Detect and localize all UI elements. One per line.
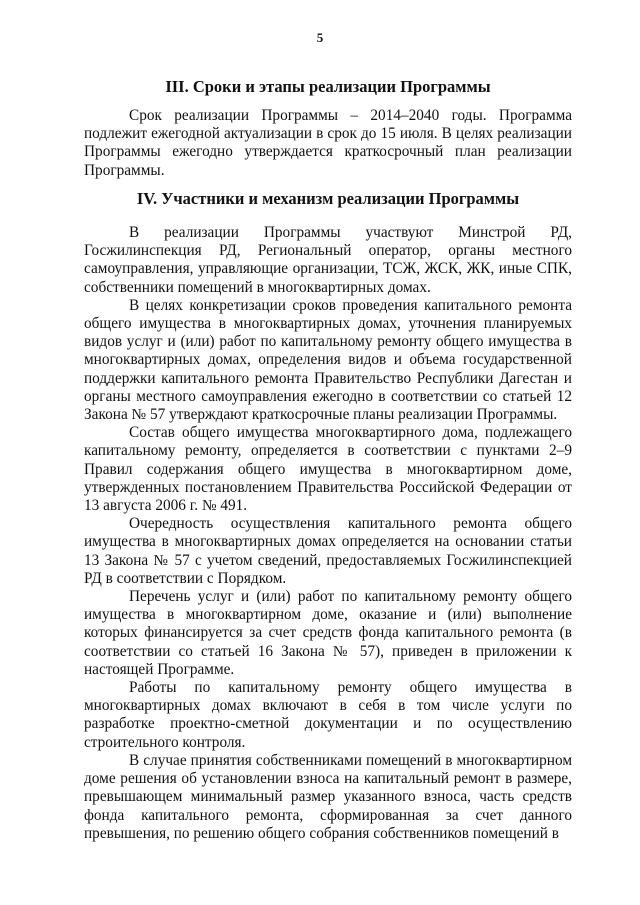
section-4-paragraph: Состав общего имущества многоквартирного дома, подлежащего капитальному ремонту, определяется в соответствии с пунктами 2–9 Правил содержания общего имущества в многоквартирном доме, утвержденных постановлением Правительства Российской Федерации от 13 августа 2006 г. № 491. xyxy=(84,424,572,515)
section-4-paragraph: В целях конкретизации сроков проведения капитального ремонта общего имущества в многоквартирных домах, уточнения планируемых видов услуг и (или) работ по капитальному ремонту общего имущества в многоквартирных домах, определения видов и объема государственной поддержки капитального ремонта Правительство Республики Дагестан и органы местного самоуправления ежегодно в соответствии со статьей 12 Закона № 57 утверждают краткосрочные планы реализации Программы. xyxy=(84,296,572,424)
section-4-body xyxy=(84,224,572,843)
page-number: 5 xyxy=(316,30,324,45)
section-4-paragraph: В реализации Программы участвуют Минстрой РД, Госжилинспекция РД, Региональный оператор, органы местного самоуправления, управляющие организации, ТСЖ, ЖСК, ЖК, иные СПК, собственники помещений в многоквартирных домах. xyxy=(84,224,572,296)
section-4-paragraph: Перечень услуг и (или) работ по капитальному ремонту общего имущества в многоквартирном доме, оказание и (или) выполнение которых финансируется за счет средств фонда капитального ремонта (в соответствии со статьей 16 Закона № 57), приведен в приложении к настоящей Программе. xyxy=(84,588,572,678)
section-4-title: IV. Участники и механизм реализации Программы xyxy=(136,189,520,208)
section-3-paragraph: Срок реализации Программы – 2014–2040 годы. Программа подлежит ежегодной актуализации в срок до 15 июля. В целях реализации Программы ежегодно утверждается краткосрочный план реализации Программы. xyxy=(84,107,572,179)
section-4-paragraph: Работы по капитальному ремонту общего имущества в многоквартирных домах включают в себя в том числе услуги по разработке проектно-сметной документации и по осуществлению строительного контроля. xyxy=(84,679,572,751)
section-3-body xyxy=(84,107,572,180)
section-4-paragraph: Очередность осуществления капитального ремонта общего имущества в многоквартирных домах определяется на основании статьи 13 Закона № 57 с учетом сведений, предоставляемых Госжилинспекцией РД в соответствии с Порядком. xyxy=(84,515,572,587)
section-4-paragraph: В случае принятия собственниками помещений в многоквартирном доме решения об установлении взноса на капитальный ремонт в размере, превышающем минимальный размер указанного взноса, часть средств фонда капитального ремонта, сформированная за счет данного превышения, по решению общего собрания собственников помещений в xyxy=(84,751,572,842)
section-3-title: III. Сроки и этапы реализации Программы xyxy=(165,77,491,96)
